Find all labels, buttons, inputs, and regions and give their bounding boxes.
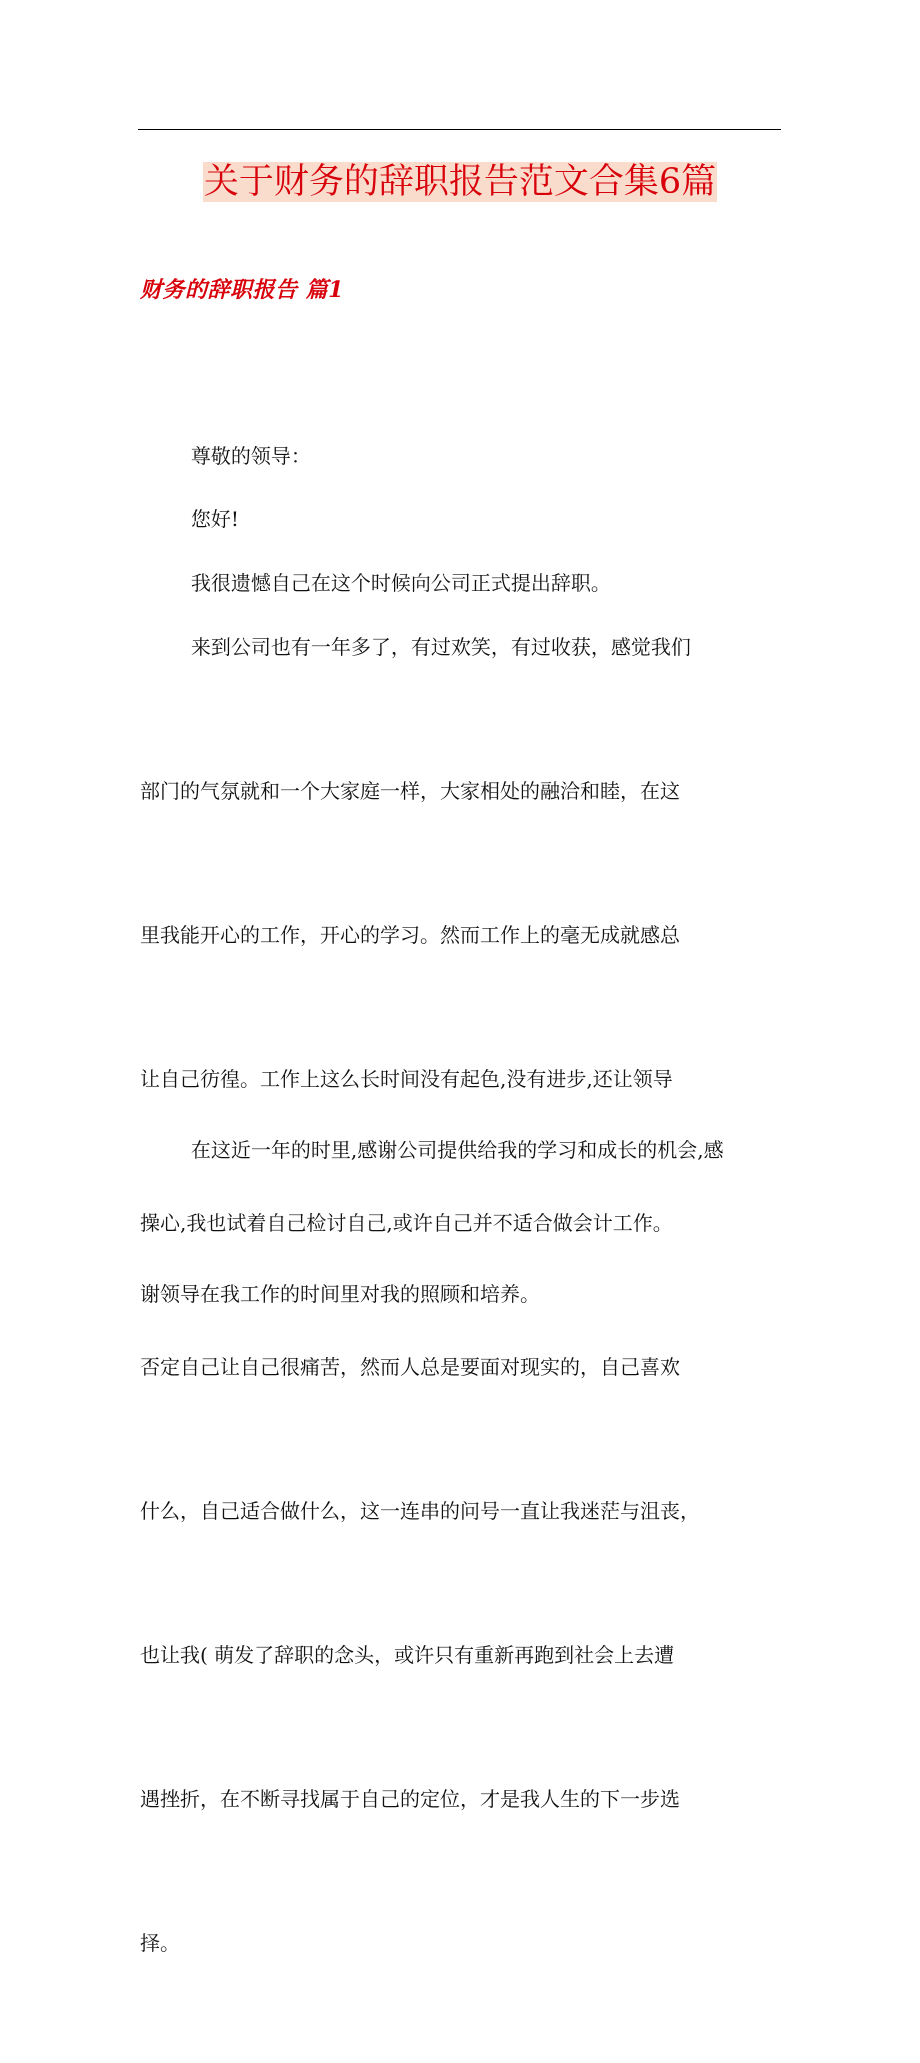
document-title-text: 关于财务的辞职报告范文合集6篇 (203, 162, 717, 202)
paragraph-line: 里我能开心的工作，开心的学习。然而工作上的毫无成就感总 (140, 923, 680, 947)
paragraph-line: 择。 (140, 1931, 180, 1955)
document-title (0, 157, 920, 207)
paragraph-line: 尊敬的领导： (140, 444, 311, 468)
paragraph-line: 什么，自己适合做什么，这一连串的问号一直让我迷茫与沮丧， (140, 1499, 700, 1523)
paragraph-line: 操心,我也试着自己检讨自己,或许自己并不适合做会计工作。 (140, 1211, 673, 1235)
paragraph-line: 也让我( 萌发了辞职的念头，或许只有重新再跑到社会上去遭 (140, 1643, 675, 1667)
paragraph-line: 遇挫折，在不断寻找属于自己的定位，才是我人生的下一步选 (140, 1787, 680, 1811)
section-heading: 财务的辞职报告 篇1 (140, 277, 344, 303)
paragraph-line: 我很遗憾自己在这个时候向公司正式提出辞职。 (140, 571, 611, 595)
header-divider (138, 129, 781, 130)
paragraph-line: 部门的气氛就和一个大家庭一样，大家相处的融洽和睦，在这 (140, 779, 680, 803)
paragraph-line: 谢领导在我工作的时间里对我的照顾和培养。 (140, 1282, 540, 1306)
paragraph-line: 来到公司也有一年多了，有过欢笑，有过收获，感觉我们 (140, 635, 691, 659)
paragraph-thanks (140, 1030, 820, 1414)
paragraph-line: 您好! (140, 507, 239, 531)
paragraph-line: 在这近一年的时里,感谢公司提供给我的学习和成长的机会,感 (140, 1138, 724, 1162)
paragraph-line: 让自己彷徨。工作上这么长时间没有起色,没有进步,还让领导 (140, 1067, 673, 1091)
paragraph-line: 否定自己让自己很痛苦，然而人总是要面对现实的，自己喜欢 (140, 1355, 680, 1379)
